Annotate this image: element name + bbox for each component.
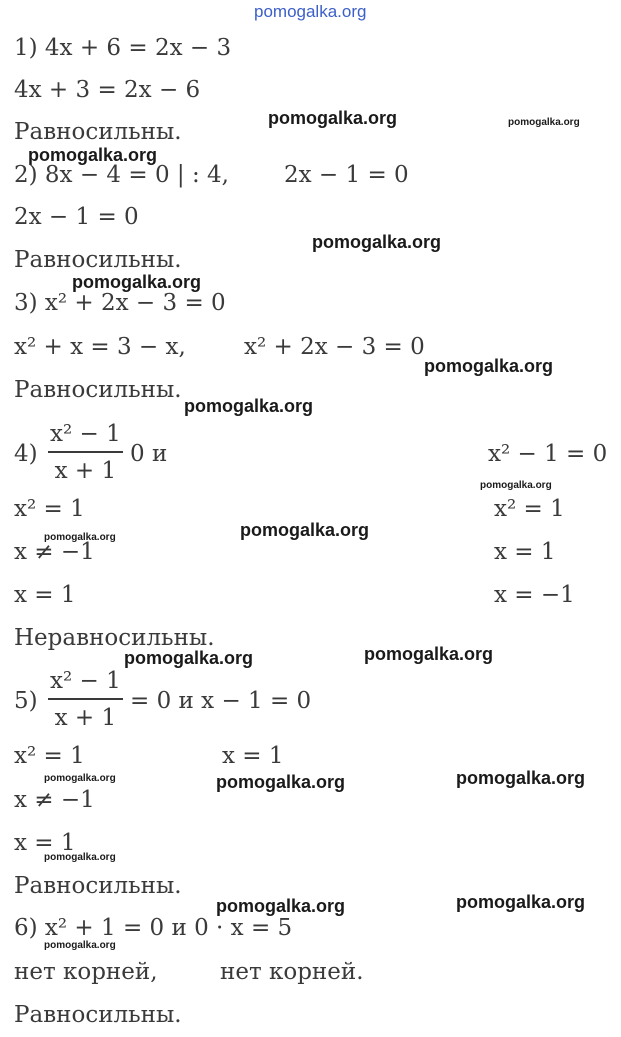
watermark: pomogalka.org <box>124 648 254 668</box>
p3-step-b: x² + 2x − 3 = 0 <box>244 334 425 360</box>
p5-left-step-1: x² = 1 <box>14 743 85 769</box>
watermark: pomogalka.org <box>364 644 494 664</box>
p2-equation-b: 2x − 1 = 0 <box>284 162 409 188</box>
watermark: pomogalka.org <box>456 768 586 788</box>
p6-left-result: нет корней, <box>14 959 158 985</box>
watermark: pomogalka.org <box>456 892 586 912</box>
p6-right-result: нет корней. <box>220 959 364 985</box>
p5-right-step-1: x = 1 <box>222 743 284 769</box>
watermark: pomogalka.org <box>216 772 346 792</box>
p5-numerator: x² − 1 <box>50 668 121 694</box>
p5-denominator: x + 1 <box>54 705 117 731</box>
p4-denominator: x + 1 <box>54 458 117 484</box>
watermark: pomogalka.org <box>184 396 314 416</box>
p1-equation: 1) 4x + 6 = 2x − 3 <box>14 35 232 61</box>
watermark: pomogalka.org <box>312 232 442 252</box>
p4-left-step-1: x² = 1 <box>14 496 85 522</box>
watermark: pomogalka.org <box>424 356 554 376</box>
watermark: pomogalka.org <box>240 520 370 540</box>
p3-equation: 3) x² + 2x − 3 = 0 <box>14 290 226 316</box>
watermark: pomogalka.org <box>44 852 116 863</box>
watermark: pomogalka.org <box>44 532 116 543</box>
fraction-bar <box>48 698 123 700</box>
p5-after: = 0 и x − 1 = 0 <box>130 688 312 714</box>
fraction-bar <box>48 451 123 453</box>
p5-number: 5) <box>14 688 38 714</box>
watermark: pomogalka.org <box>72 272 202 292</box>
watermark: pomogalka.org <box>44 773 116 784</box>
p6-equation: 6) x² + 1 = 0 и 0 · x = 5 <box>14 915 293 941</box>
p1-step: 4x + 3 = 2x − 6 <box>14 77 201 103</box>
p2-step: 2x − 1 = 0 <box>14 204 139 230</box>
p4-numerator: x² − 1 <box>50 421 121 447</box>
p6-verdict: Равносильны. <box>14 1002 182 1028</box>
p4-right-step-3: x = −1 <box>494 582 575 608</box>
watermark: pomogalka.org <box>28 145 158 165</box>
p1-verdict: Равносильны. <box>14 119 182 145</box>
watermark: pomogalka.org <box>508 117 580 128</box>
p4-left-step-2: x ≠ −1 <box>14 539 95 565</box>
p4-fraction <box>48 420 123 485</box>
p4-left-step-3: x = 1 <box>14 582 76 608</box>
p4-right-equation: x² − 1 = 0 <box>488 441 608 467</box>
p2-verdict: Равносильны. <box>14 247 182 273</box>
watermark: pomogalka.org <box>480 480 552 491</box>
p2-equation: 2) 8x − 4 = 0 | : 4, <box>14 162 229 188</box>
p4-number: 4) <box>14 441 38 467</box>
watermark: pomogalka.org <box>216 896 346 916</box>
p4-right-step-2: x = 1 <box>494 539 556 565</box>
p5-left-step-2: x ≠ −1 <box>14 787 95 813</box>
p3-verdict: Равносильны. <box>14 377 182 403</box>
p4-right-step-1: x² = 1 <box>494 496 565 522</box>
p5-verdict: Равносильны. <box>14 873 182 899</box>
p5-fraction <box>48 667 123 732</box>
watermark-top: pomogalka.org <box>254 2 367 21</box>
watermark: pomogalka.org <box>268 108 398 128</box>
p5-left-step-3: x = 1 <box>14 830 76 856</box>
p4-after: 0 и <box>130 441 168 467</box>
p3-step-a: x² + x = 3 − x, <box>14 334 186 360</box>
p4-verdict: Неравносильны. <box>14 625 215 651</box>
watermark: pomogalka.org <box>44 940 116 951</box>
